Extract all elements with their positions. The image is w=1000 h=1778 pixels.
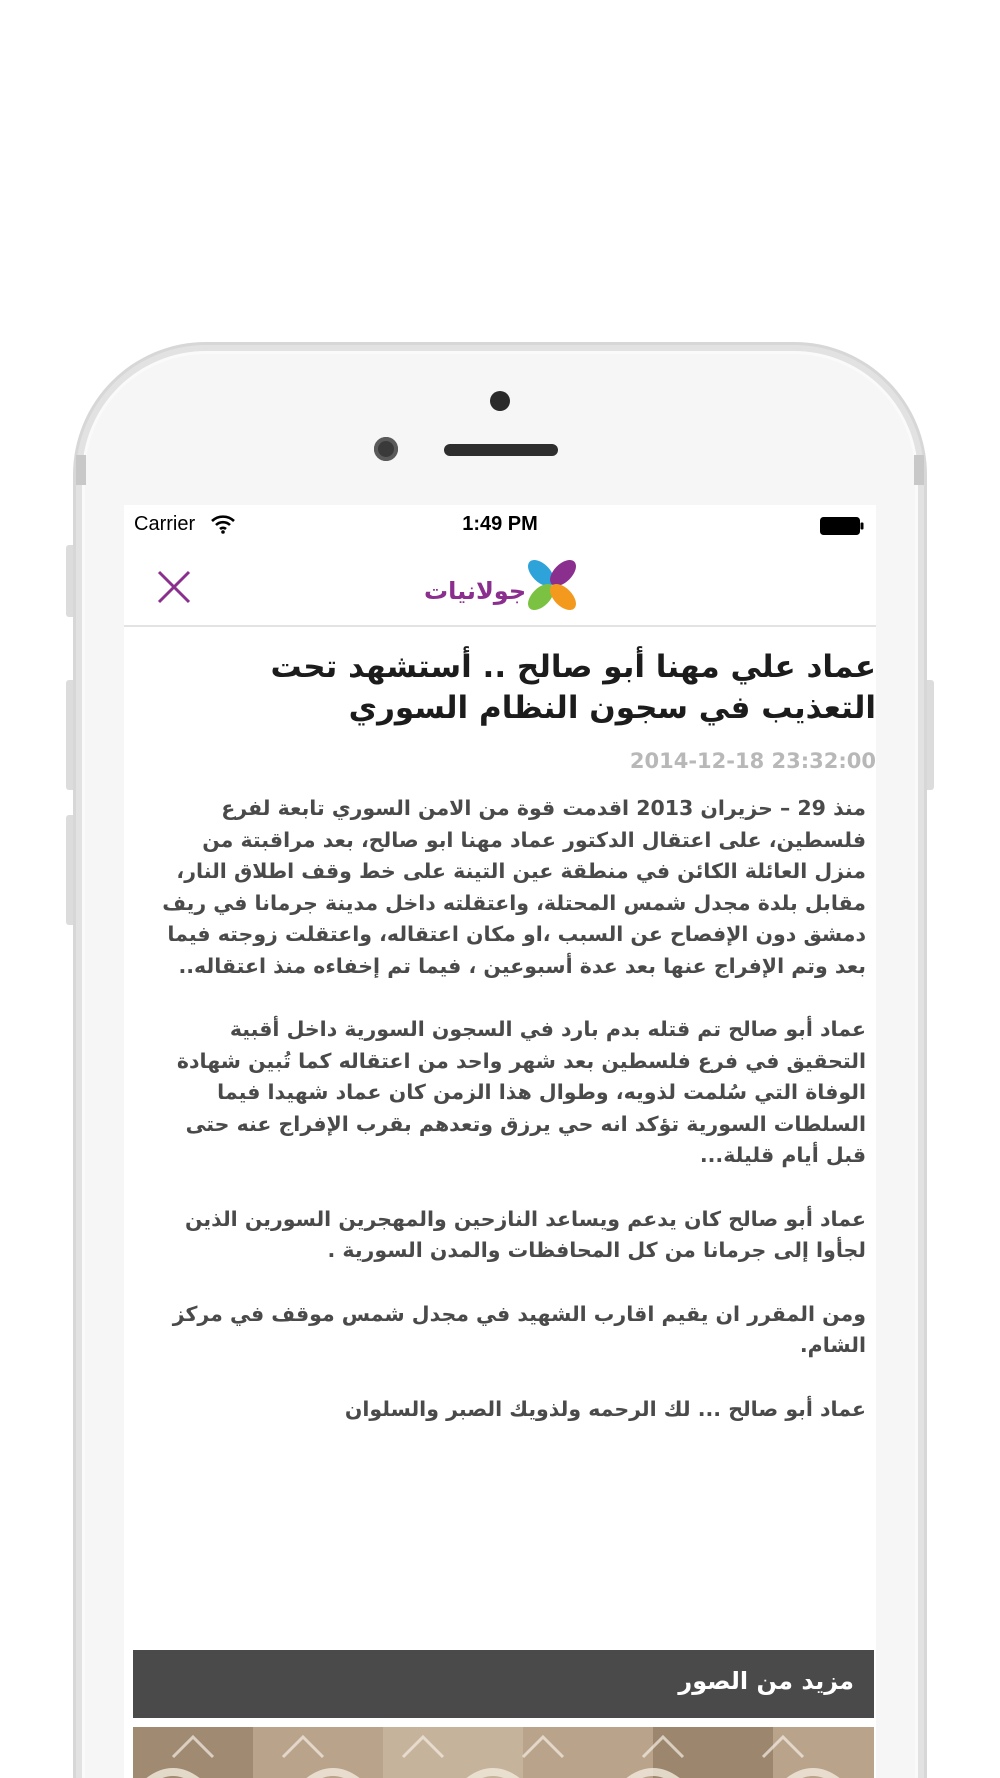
proximity-sensor <box>490 391 510 411</box>
article-paragraph: ومن المقرر ان يقيم اقارب الشهيد في مجدل شمس موقف في مركز الشام. <box>172 1301 866 1357</box>
frame-edge-right <box>914 455 924 485</box>
article-date: 2014-12-18 23:32:00 <box>629 749 876 773</box>
flower-logo-icon <box>524 557 580 613</box>
article-title: عماد علي مهنا أبو صالح .. أستشهد تحت التعذيب في سجون النظام السوري <box>270 649 876 726</box>
carrier-label: Carrier <box>134 513 196 535</box>
battery-icon <box>820 517 864 535</box>
app-screen <box>124 505 876 1778</box>
lace-curtain-image <box>133 1727 874 1778</box>
article-paragraph: عماد أبو صالح تم قتله بدم بارد في السجون السورية داخل أقبية التحقيق في فرع فلسطين بعد شهر واحد من اعتقاله كما تُبين شهادة الوفاة التي سُلمت لذويه، وطوال هذا الزمن كان عماد شهيدا فيما السلطات السورية تؤكد انه حي يرزق وتعدهم بقرب الإفراج عنه حتى قبل أيام قليلة... <box>176 1017 866 1167</box>
article-paragraph: منذ 29 – حزيران 2013 اقدمت قوة من الامن السوري تابعة لفرع فلسطين، على اعتقال الدكتور عماد مهنا ابو صالح، بعد مراقبتة من منزل العائلة الكائن في منطقة عين التينة على خط وقف اطلاق النار، مقابل بلدة مجدل شمس المحتلة، واعتقلته داخل مدينة جرمانا في ريف دمشق دون الإفصاح عن السبب ،او مكان اعتقاله، واعتقلت زوجته فيما بعد وتم الإفراج عنها بعد عدة أسبوعين ، فيما تم إخفاءه منذ اعتقاله.. <box>162 796 866 978</box>
frame-edge-left <box>76 455 86 485</box>
earpiece-speaker <box>444 444 558 456</box>
status-time: 1:49 PM <box>462 513 538 535</box>
status-bar <box>124 505 876 545</box>
front-camera <box>374 437 398 461</box>
more-photos-label: مزيد من الصور <box>678 1667 854 1695</box>
more-photos-header[interactable] <box>133 1650 874 1718</box>
article-paragraph: عماد أبو صالح ... لك الرحمه ولذويك الصبر والسلوان <box>344 1396 866 1421</box>
close-icon[interactable] <box>156 569 192 605</box>
navigation-bar <box>124 545 876 627</box>
article-body <box>144 793 866 1457</box>
article-paragraph: عماد أبو صالح كان يدعم ويساعد النازحين والمهجرين السورين الذين لجأوا إلى جرمانا من كل المحافظات والمدن السورية . <box>184 1206 866 1262</box>
gallery-photo[interactable] <box>133 1727 874 1778</box>
app-logo <box>424 555 584 617</box>
logo-text: جولانيات <box>424 577 527 605</box>
